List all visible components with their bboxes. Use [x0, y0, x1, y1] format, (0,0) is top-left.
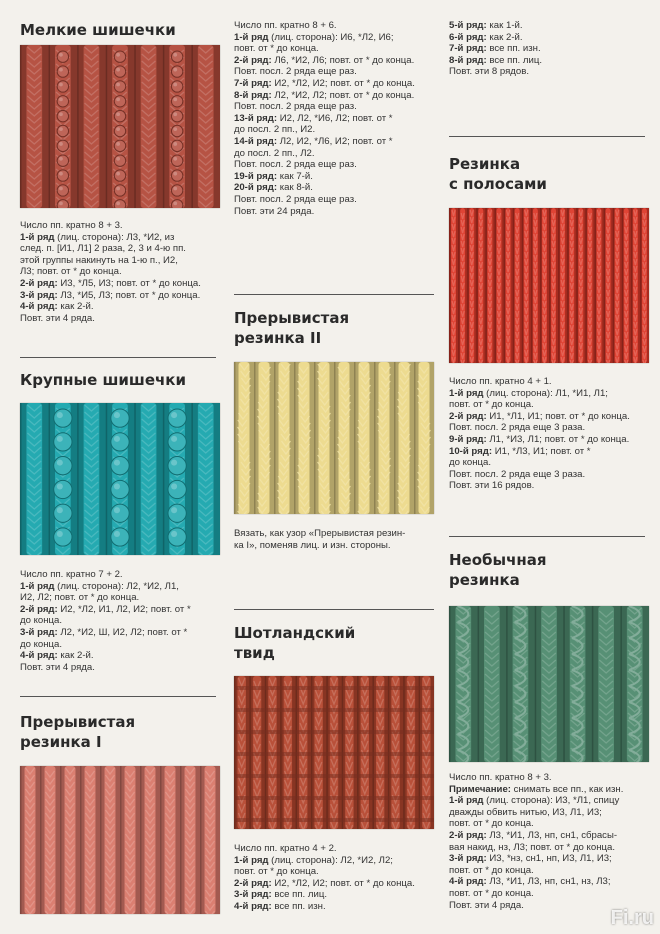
row-label: 4-й ряд:	[234, 900, 272, 912]
row-text: вая накид, нз, Л3; повт. от * до конца.	[449, 841, 615, 853]
title-line: резинка I	[20, 733, 102, 751]
row-text: И3, *Л5, И3; повт. от * до конца.	[57, 277, 201, 289]
instruction-line	[20, 615, 220, 627]
row-label: 3-й ряд:	[20, 626, 58, 638]
instruction-line	[449, 888, 649, 900]
row-text: повт. от * до конца.	[234, 866, 319, 878]
instruction-line	[234, 148, 434, 160]
row-label: 10-й ряд:	[449, 445, 493, 457]
title-line: Шотландский	[234, 624, 356, 642]
text-prerv1	[234, 20, 434, 217]
instruction-line	[449, 842, 649, 854]
text-melkie	[20, 220, 220, 324]
title-line: резинка	[449, 571, 520, 589]
row-label: 2-й ряд:	[20, 277, 58, 289]
instruction-line	[449, 865, 649, 877]
row-text: как 1-й.	[486, 20, 523, 31]
instruction-line	[234, 113, 434, 125]
title-neob	[449, 550, 547, 590]
row-text: Л2, И2, *Л6, И2; повт. от *	[277, 135, 393, 147]
instruction-line	[234, 171, 434, 183]
instruction-line	[449, 411, 649, 423]
row-label: 4-й ряд:	[449, 876, 487, 888]
knit-texture	[449, 208, 649, 363]
instruction-line	[449, 399, 649, 411]
row-text: Повт. посл. 2 ряда еще 3 раза.	[449, 468, 586, 480]
row-text: Повт. посл. 2 ряда еще раз.	[234, 66, 357, 78]
knit-texture	[20, 403, 220, 555]
instruction-line	[20, 290, 220, 302]
row-label: 8-й ряд:	[234, 89, 272, 101]
row-label: 20-й ряд:	[234, 182, 278, 194]
instruction-line	[234, 843, 434, 855]
row-text: Повт. эти 4 ряда.	[449, 899, 524, 911]
row-text: до конца.	[449, 457, 492, 469]
row-text: как 7-й.	[277, 170, 313, 182]
row-text: И2, *Л2, И2; повт. от * до конца.	[271, 877, 415, 889]
divider	[234, 294, 434, 295]
instruction-line	[449, 446, 649, 458]
row-text: И1, *Л1, И1; повт. от * до конца.	[486, 410, 630, 422]
title-krupnye	[20, 370, 186, 390]
instruction-line	[449, 853, 649, 865]
instruction-line	[449, 480, 649, 492]
row-label: 1-й ряд	[234, 31, 269, 43]
row-text: повт. от * до конца.	[449, 887, 534, 899]
row-text: Л3, *И1, Л3, нп, сн1, сбрасы-	[486, 829, 618, 841]
row-text: все пп. изн.	[271, 900, 326, 912]
row-text: Число пп. кратно 7 + 2.	[20, 569, 123, 580]
row-text: снимать все пп., как изн.	[510, 783, 624, 795]
row-label: 2-й ряд:	[449, 410, 487, 422]
instruction-line	[20, 232, 220, 244]
row-label: 2-й ряд:	[234, 54, 272, 66]
knit-texture	[449, 606, 649, 762]
row-text: И2, *Л2, И1, Л2, И2; повт. от *	[57, 603, 191, 615]
title-line: твид	[234, 644, 275, 662]
row-text: до посл. 2 пп., Л2.	[234, 147, 315, 159]
instruction-line	[449, 772, 649, 784]
row-text: Повт. посл. 2 ряда еще раз.	[234, 159, 357, 171]
row-text: Число пп. кратно 8 + 6.	[234, 20, 337, 31]
instruction-line	[449, 795, 649, 807]
instruction-line	[449, 388, 649, 400]
row-text: Число пп. кратно 4 + 2.	[234, 843, 337, 854]
row-text: Л1, *И3, Л1; повт. от * до конца.	[486, 433, 630, 445]
instruction-line	[449, 784, 649, 796]
instruction-line	[20, 313, 220, 325]
instruction-line	[449, 830, 649, 842]
row-text: Л6, *И2, Л6; повт. от * до конца.	[271, 54, 415, 66]
row-text: Л2, *И2, Л2; повт. от * до конца.	[271, 89, 415, 101]
divider	[449, 136, 645, 137]
row-label: 6-й ряд:	[449, 31, 487, 43]
text-polosy	[449, 376, 649, 492]
title-line: Прерывистая	[20, 713, 136, 731]
title-line: Прерывистая	[234, 309, 350, 327]
row-text: (лиц. сторона): Л2, *И2, Л2;	[268, 854, 393, 866]
instruction-line	[449, 469, 649, 481]
row-text: как 2-й.	[57, 650, 94, 662]
swatch-shotl	[234, 676, 434, 829]
divider	[20, 696, 216, 697]
row-text: как 8-й.	[277, 182, 313, 194]
title-line: с полосами	[449, 175, 547, 193]
row-text: (лиц. сторона): Л1, *И1, Л1;	[483, 387, 608, 399]
instruction-line	[20, 278, 220, 290]
text-shotl-cont	[449, 20, 649, 78]
instruction-line	[20, 581, 220, 593]
title-melkie	[20, 20, 176, 40]
swatch-prerv2	[234, 362, 434, 514]
row-text: И2, Л2, *И6, Л2; повт. от *	[277, 112, 393, 124]
instruction-line	[449, 66, 649, 78]
row-text: Число пп. кратно 8 + 3.	[20, 220, 123, 231]
instruction-line	[234, 889, 434, 901]
row-label: 1-й ряд	[449, 387, 484, 399]
instruction-line	[234, 43, 434, 55]
instruction-line	[234, 866, 434, 878]
row-text: И2, Л2; повт. от * до конца.	[20, 592, 140, 604]
instruction-line	[20, 255, 220, 267]
row-text: повт. от * до конца.	[449, 864, 534, 876]
swatch-melkie	[20, 45, 220, 208]
title-shotl	[234, 623, 355, 663]
row-text: как 2-й.	[57, 301, 94, 313]
instruction-line	[20, 266, 220, 278]
row-text: И2, *Л2, И2; повт. от * до конца.	[271, 77, 415, 89]
knit-texture	[234, 676, 434, 829]
row-text: до посл. 2 пп., И2.	[234, 124, 316, 136]
instruction-line	[234, 124, 434, 136]
row-text: Повт. эти 4 ряда.	[20, 661, 95, 673]
instruction-line	[20, 662, 220, 674]
instruction-line	[234, 159, 434, 171]
title-line: Крупные шишечки	[20, 371, 186, 389]
row-label: 1-й ряд	[449, 795, 484, 807]
swatch-krupnye	[20, 403, 220, 555]
row-text: Число пп. кратно 4 + 1.	[449, 376, 552, 387]
title-line: Резинка	[449, 155, 521, 173]
row-text: след. п. [И1, Л1] 2 раза, 2, 3 и 4-ю пп.	[20, 243, 186, 255]
row-text: все пп. лиц.	[486, 54, 543, 66]
row-text: Число пп. кратно 8 + 3.	[449, 772, 552, 783]
instruction-line	[20, 301, 220, 313]
row-label: 1-й ряд	[234, 854, 269, 866]
row-label: 19-й ряд:	[234, 170, 278, 182]
row-text: до конца.	[20, 638, 63, 650]
row-text: Повт. посл. 2 ряда еще 3 раза.	[449, 422, 586, 434]
row-text: Л3, *И5, Л3; повт. от * до конца.	[57, 289, 201, 301]
divider	[20, 357, 216, 358]
row-text: И1, *Л3, И1; повт. от *	[492, 445, 591, 457]
row-text: Повт. эти 16 рядов.	[449, 480, 535, 492]
row-label: 14-й ряд:	[234, 135, 278, 147]
instruction-line	[449, 32, 649, 44]
row-text: Повт. посл. 2 ряда еще раз.	[234, 193, 357, 205]
row-label: 3-й ряд:	[449, 853, 487, 865]
title-line: Необычная	[449, 551, 547, 569]
swatch-prerv1	[20, 766, 220, 914]
row-text: все пп. лиц.	[271, 889, 328, 901]
text-prerv2	[234, 528, 434, 551]
divider	[449, 536, 645, 537]
instruction-line	[234, 206, 434, 218]
swatch-neob	[449, 606, 649, 762]
knit-texture	[234, 362, 434, 514]
row-label: 7-й ряд:	[234, 77, 272, 89]
instruction-line	[20, 592, 220, 604]
row-text: до конца.	[20, 615, 63, 627]
instruction-line	[449, 457, 649, 469]
row-text: повт. от * до конца.	[234, 43, 319, 55]
instruction-line	[234, 90, 434, 102]
row-label: 13-й ряд:	[234, 112, 278, 124]
row-label: 4-й ряд:	[20, 650, 58, 662]
row-label: 9-й ряд:	[449, 433, 487, 445]
row-text: (лиц. сторона): Л2, *И2, Л1,	[54, 580, 179, 592]
row-label: 5-й ряд:	[449, 20, 487, 31]
row-label: 2-й ряд:	[20, 603, 58, 615]
row-text: Л3; повт. от * до конца.	[20, 266, 122, 278]
instruction-line	[234, 528, 434, 540]
row-text: все пп. изн.	[486, 43, 541, 55]
instruction-line	[20, 627, 220, 639]
text-neob	[449, 772, 649, 911]
row-text: повт. от * до конца.	[449, 818, 534, 830]
row-text: Повт. эти 4 ряда.	[20, 312, 95, 324]
instruction-line	[234, 182, 434, 194]
instruction-line	[20, 604, 220, 616]
row-label: 3-й ряд:	[234, 889, 272, 901]
instruction-line	[234, 20, 434, 32]
instruction-line	[234, 55, 434, 67]
title-line: резинка II	[234, 329, 322, 347]
row-text: И3, *нз, сн1, нп, И3, Л1, И3;	[486, 853, 612, 865]
instruction-line	[449, 43, 649, 55]
title-prerv1	[20, 712, 135, 752]
instruction-line	[20, 650, 220, 662]
row-text: (лиц. сторона): И3, *Л1, спицу	[483, 795, 620, 807]
instruction-line	[20, 220, 220, 232]
row-text: Л3, *И1, Л3, нп, сн1, нз, Л3;	[486, 876, 611, 888]
row-text: повт. от * до конца.	[449, 399, 534, 411]
instruction-line	[234, 540, 434, 552]
row-text: как 2-й.	[486, 31, 523, 43]
row-text: Повт. эти 24 ряда.	[234, 205, 315, 217]
instruction-line	[449, 434, 649, 446]
row-label: 2-й ряд:	[449, 829, 487, 841]
instruction-line	[20, 243, 220, 255]
instruction-line	[449, 876, 649, 888]
knit-texture	[20, 45, 220, 208]
row-label: Примечание:	[449, 783, 511, 795]
knit-texture	[20, 766, 220, 914]
title-line: Мелкие шишечки	[20, 21, 176, 39]
title-prerv2	[234, 308, 349, 348]
row-text: ка I», поменяв лиц. и изн. стороны.	[234, 539, 391, 551]
row-label: 7-й ряд:	[449, 43, 487, 55]
row-text: Вязать, как узор «Прерывистая резин-	[234, 528, 406, 539]
row-text: дважды обвить нитью, И3, Л1, И3;	[449, 806, 602, 818]
instruction-line	[449, 55, 649, 67]
row-text: (лиц. сторона): Л3, *И2, из	[54, 231, 175, 243]
row-label: 3-й ряд:	[20, 289, 58, 301]
instruction-line	[234, 901, 434, 913]
row-text: (лиц. сторона): И6, *Л2, И6;	[268, 31, 394, 43]
instruction-line	[449, 422, 649, 434]
row-text: этой группы накинуть на 1-ю п., И2,	[20, 254, 178, 266]
watermark: Fi.ru	[610, 907, 654, 929]
row-label: 2-й ряд:	[234, 877, 272, 889]
row-text: Л2, *И2, Ш, И2, Л2; повт. от *	[57, 626, 188, 638]
swatch-polosy	[449, 208, 649, 363]
row-text: Повт. посл. 2 ряда еще раз.	[234, 101, 357, 113]
instruction-line	[234, 32, 434, 44]
row-label: 1-й ряд	[20, 231, 55, 243]
text-shotl	[234, 843, 434, 913]
instruction-line	[449, 20, 649, 32]
instruction-line	[234, 855, 434, 867]
instruction-line	[449, 818, 649, 830]
instruction-line	[234, 66, 434, 78]
text-krupnye	[20, 569, 220, 673]
divider	[234, 609, 434, 610]
instruction-line	[449, 807, 649, 819]
title-polosy	[449, 154, 547, 194]
instruction-line	[234, 136, 434, 148]
instruction-line	[234, 878, 434, 890]
row-label: 4-й ряд:	[20, 301, 58, 313]
row-label: 8-й ряд:	[449, 54, 487, 66]
instruction-line	[234, 194, 434, 206]
row-label: 1-й ряд	[20, 580, 55, 592]
instruction-line	[234, 78, 434, 90]
instruction-line	[20, 639, 220, 651]
instruction-line	[234, 101, 434, 113]
row-text: Повт. эти 8 рядов.	[449, 66, 529, 78]
instruction-line	[20, 569, 220, 581]
instruction-line	[449, 376, 649, 388]
